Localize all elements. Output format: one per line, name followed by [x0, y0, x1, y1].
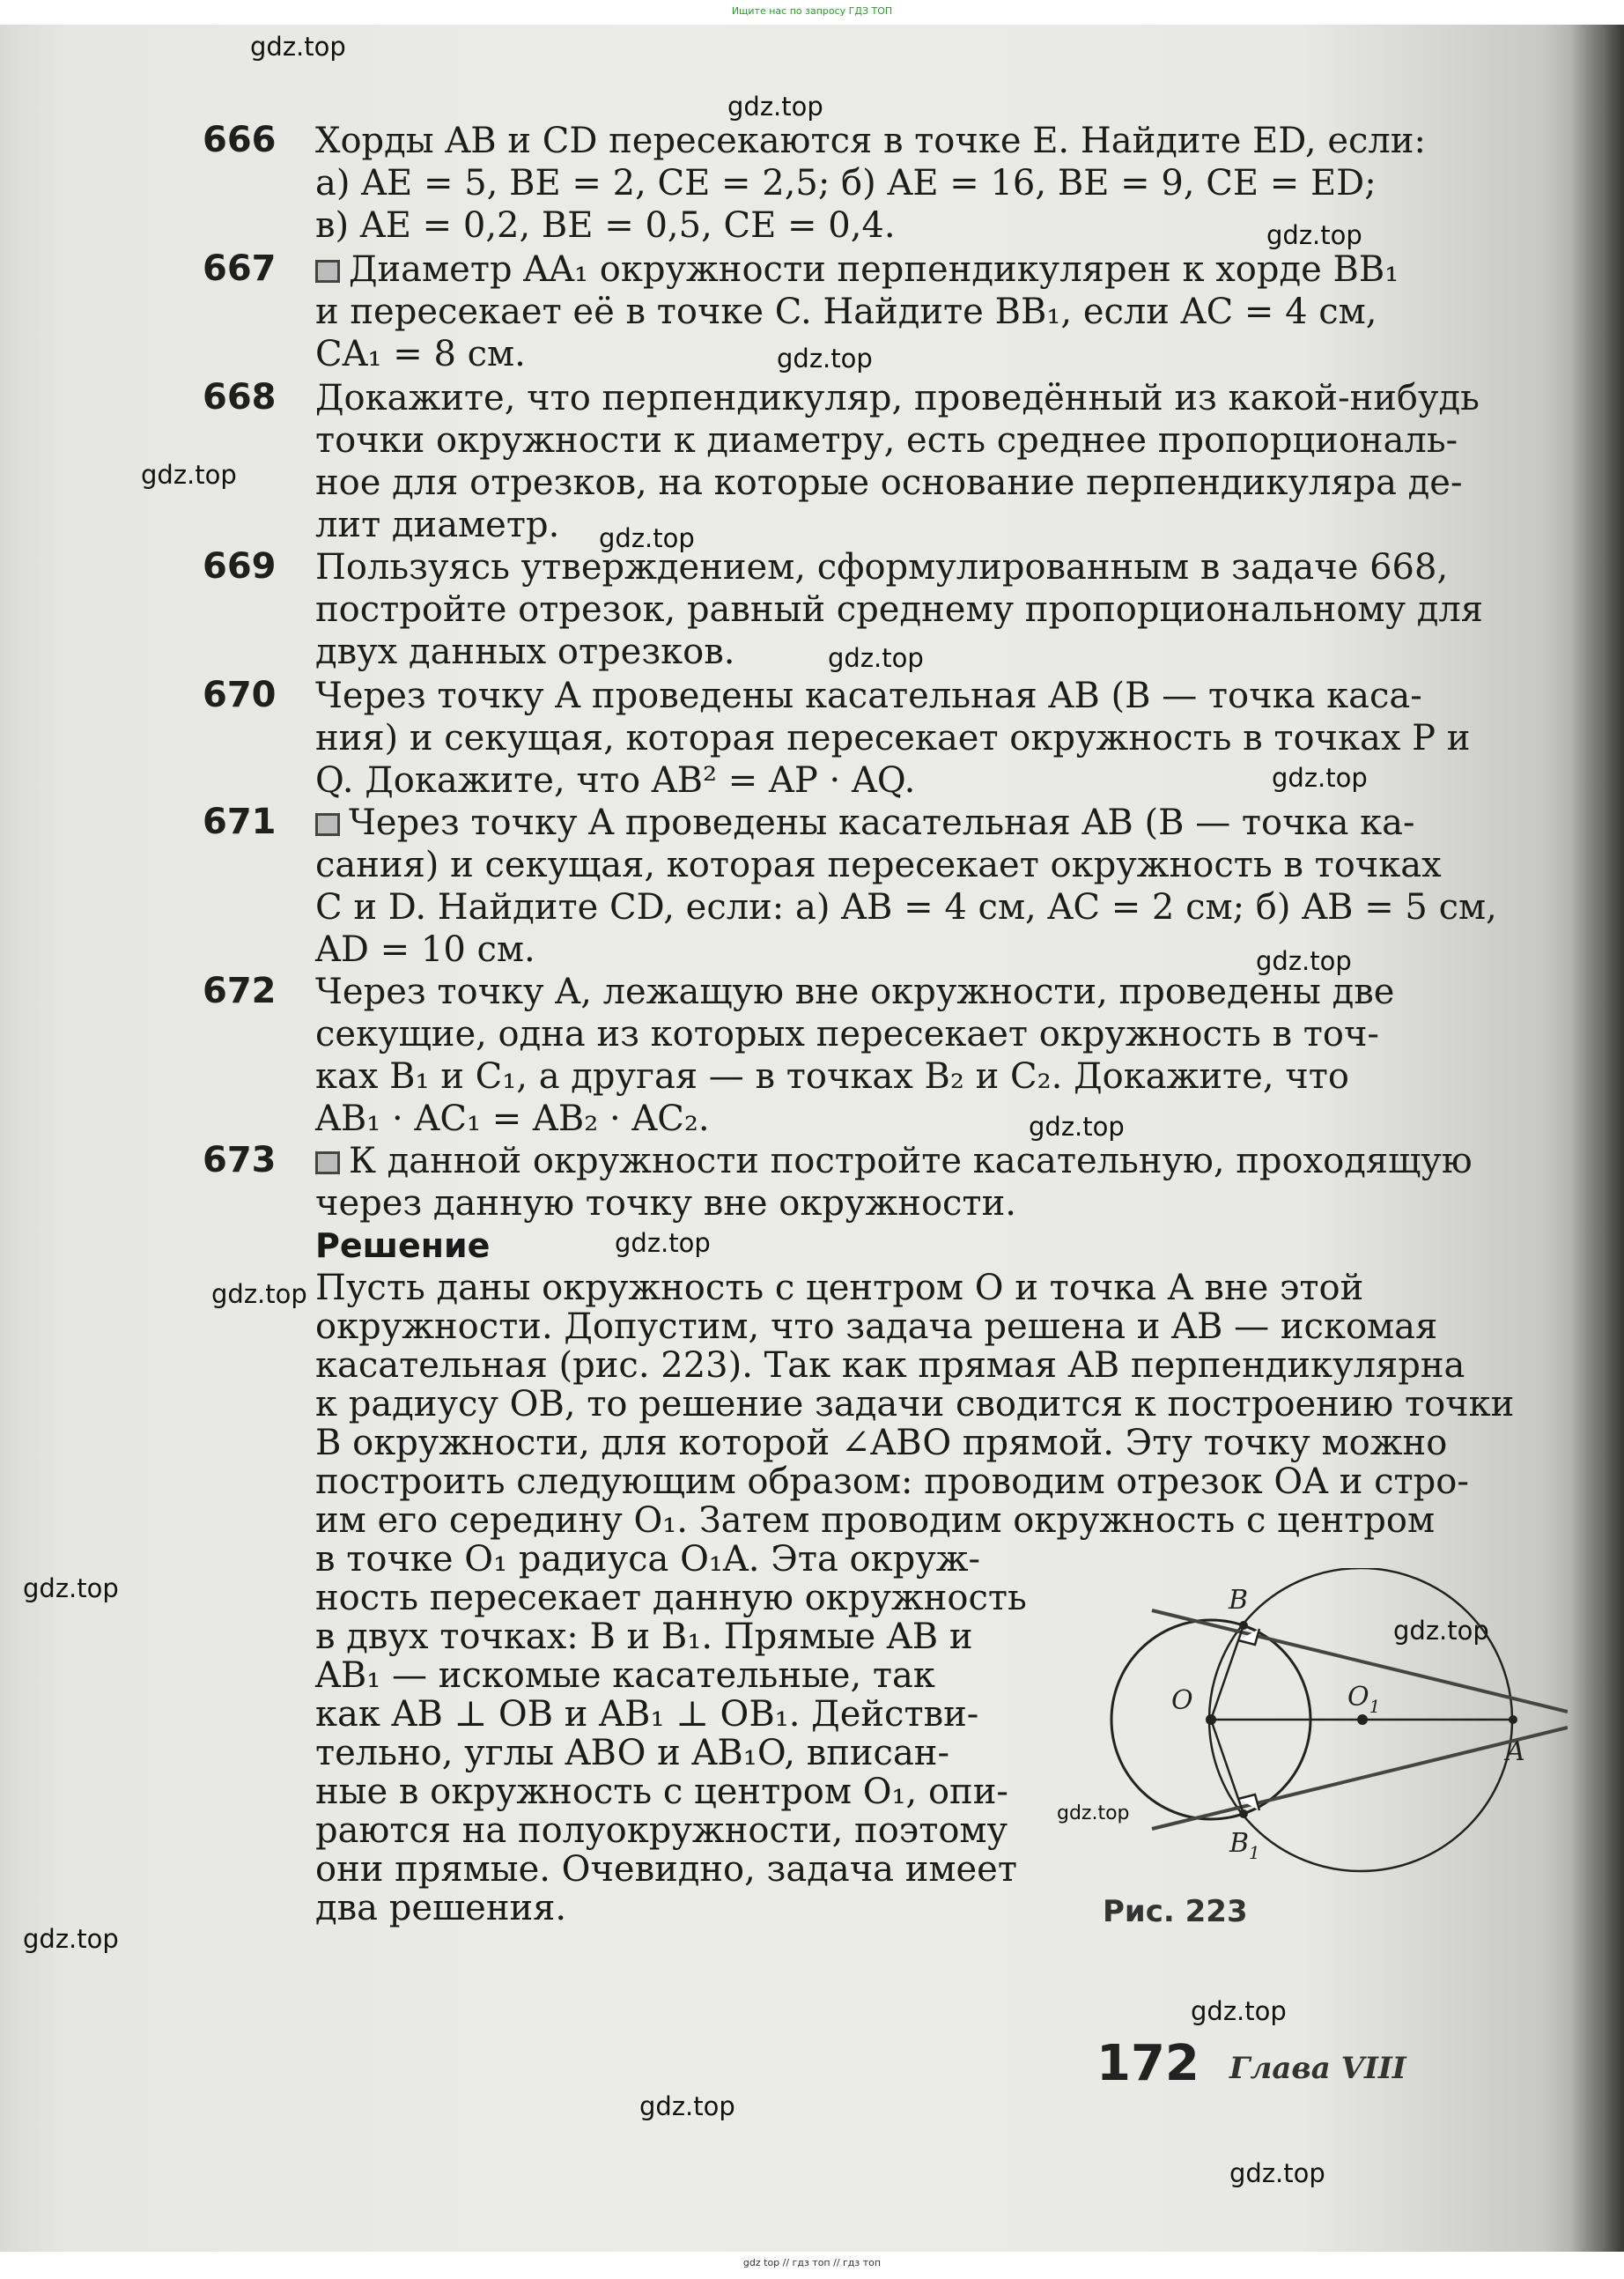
- text-line: два решения.: [315, 1888, 567, 1928]
- text-line: ные в окружность с центром O₁, опи-: [315, 1772, 1008, 1812]
- solution-text: [315, 1269, 1566, 1540]
- text-line: ках B₁ и C₁, а другая — в точках B₂ и C₂. Докажите, что: [315, 1056, 1349, 1097]
- point-B: [1239, 1621, 1248, 1630]
- text-line: в) AE = 0,2, BE = 0,5, CE = 0,4.: [315, 205, 896, 246]
- text-line: как AB ⊥ OB и AB₁ ⊥ OB₁. Действи-: [315, 1694, 979, 1735]
- text-line: Через точку A проведены касательная AB (B — точка каса-: [315, 676, 1422, 716]
- problem-number: 669: [203, 546, 277, 587]
- problem-text: [315, 546, 1566, 673]
- text-line: Докажите, что перпендикуляр, проведённый из какой-нибудь: [315, 378, 1480, 418]
- chapter-title: Глава VIII: [1229, 2051, 1406, 2086]
- text-line: AB₁ — искомые касательные, так: [315, 1655, 935, 1696]
- watermark: gdz.top: [1272, 763, 1368, 793]
- text-line: Пользуясь утверждением, сформулированным в задаче 668,: [315, 547, 1449, 588]
- watermark: gdz.top: [1057, 1802, 1130, 1824]
- text-line: B окружности, для которой ∠ABO прямой. Эту точку можно: [315, 1423, 1448, 1463]
- text-line: через данную точку вне окружности.: [315, 1183, 1016, 1224]
- text-line: им его середину O₁. Затем проводим окружность с центром: [315, 1500, 1436, 1541]
- watermark: gdz.top: [1229, 2158, 1325, 2188]
- text-line: Через точку A проведены касательная AB (B — точка ка-: [349, 803, 1415, 843]
- text-line: и пересекает её в точке C. Найдите BB₁, если AC = 4 см,: [315, 292, 1377, 332]
- text-line: а) AE = 5, BE = 2, CE = 2,5; б) AE = 16, BE = 9, CE = ED;: [315, 163, 1377, 203]
- text-line: точки окружности к диаметру, есть среднее пропорциональ-: [315, 420, 1458, 461]
- problem-text: [315, 120, 1566, 247]
- problem-text: [315, 1140, 1566, 1225]
- problem-number: 666: [203, 120, 277, 160]
- footer-note: gdz top // гдз топ // гдз топ: [742, 2257, 882, 2268]
- label-O1-main: O: [1347, 1682, 1369, 1713]
- problem-number: 673: [203, 1140, 277, 1180]
- problem-text: [315, 802, 1566, 971]
- label-O1: [1347, 1682, 1380, 1717]
- label-B1-sub: 1: [1249, 1842, 1260, 1863]
- text-line: сания) и секущая, которая пересекает окружность в точках: [315, 845, 1442, 885]
- text-line: ния) и секущая, которая пересекает окружность в точках P и: [315, 718, 1471, 758]
- label-B1-main: B: [1229, 1828, 1250, 1859]
- watermark: gdz.top: [777, 344, 873, 374]
- problem-text: [315, 675, 1566, 802]
- problem-text: [315, 971, 1566, 1140]
- watermark: gdz.top: [23, 1924, 119, 1954]
- watermark: gdz.top: [1191, 1996, 1287, 2026]
- text-line: тельно, углы ABO и AB₁O, вписан-: [315, 1733, 949, 1773]
- text-line: лит диаметр.: [315, 505, 560, 545]
- point-O1: [1357, 1714, 1368, 1725]
- watermark: gdz.top: [1393, 1616, 1489, 1646]
- watermark: gdz.top: [615, 1228, 711, 1258]
- text-line: в двух точках: B и B₁. Прямые AB и: [315, 1617, 973, 1657]
- text-line: Хорды AB и CD пересекаются в точке E. Найдите ED, если:: [315, 121, 1426, 161]
- text-line: раются на полуокружности, поэтому: [315, 1810, 1008, 1851]
- solution-text-narrow: [315, 1540, 1064, 1928]
- text-line: в точке O₁ радиуса O₁A. Эта окруж-: [315, 1539, 981, 1580]
- text-line: Диаметр AA₁ окружности перпендикулярен к хорде BB₁: [349, 249, 1399, 290]
- problem-text: [315, 248, 1566, 375]
- text-line: касательная (рис. 223). Так как прямая AB перпендикулярна: [315, 1345, 1465, 1386]
- text-line: Q. Докажите, что AB² = AP · AQ.: [315, 760, 916, 801]
- text-line: CA₁ = 8 см.: [315, 334, 526, 374]
- watermark: gdz.top: [639, 2091, 735, 2121]
- watermark: gdz.top: [1266, 220, 1362, 250]
- text-line: C и D. Найдите CD, если: а) AB = 4 см, AC = 2 см; б) AB = 5 см,: [315, 887, 1497, 928]
- problem-number: 667: [203, 248, 277, 289]
- text-line: двух данных отрезков.: [315, 632, 735, 672]
- problem-text: [315, 377, 1566, 546]
- problem-number: 668: [203, 377, 277, 418]
- point-A: [1509, 1715, 1517, 1724]
- solution-heading: Решение: [315, 1226, 491, 1265]
- watermark: gdz.top: [250, 32, 346, 62]
- text-line: окружности. Допустим, что задача решена и AB — искомая: [315, 1306, 1438, 1347]
- binding-shadow: [1571, 0, 1624, 2279]
- figure-223: [1092, 1568, 1568, 1894]
- watermark: gdz.top: [828, 643, 924, 673]
- difficulty-marker-icon: [315, 260, 340, 283]
- watermark: gdz.top: [1256, 946, 1352, 976]
- watermark: gdz.top: [599, 523, 695, 553]
- text-line: ность пересекает данную окружность: [315, 1578, 1027, 1618]
- text-line: построить следующим образом: проводим отрезок OA и стро-: [315, 1461, 1469, 1502]
- problem-number: 672: [203, 971, 277, 1011]
- figure-caption: Рис. 223: [1103, 1894, 1248, 1929]
- text-line: к радиусу OB, то решение задачи сводится к построению точки: [315, 1384, 1515, 1424]
- watermark: gdz.top: [23, 1573, 119, 1603]
- page-number: 172: [1096, 2035, 1200, 2092]
- point-B1: [1239, 1809, 1248, 1818]
- point-O: [1206, 1714, 1216, 1725]
- text-line: постройте отрезок, равный среднему пропорциональному для: [315, 589, 1484, 630]
- text-line: К данной окружности постройте касательную, проходящую: [349, 1141, 1473, 1181]
- label-O: O: [1171, 1685, 1193, 1716]
- text-line: секущие, одна из которых пересекает окружность в точ-: [315, 1014, 1379, 1054]
- label-O1-sub: 1: [1369, 1696, 1381, 1717]
- watermark: gdz.top: [727, 92, 823, 122]
- text-line: AB₁ · AC₁ = AB₂ · AC₂.: [315, 1099, 710, 1139]
- problem-number: 670: [203, 675, 277, 715]
- label-B1: [1229, 1828, 1260, 1863]
- text-line: ное для отрезков, на которые основание перпендикуляра де-: [315, 462, 1463, 503]
- problem-number: 671: [203, 802, 277, 842]
- label-A: A: [1506, 1736, 1525, 1767]
- difficulty-marker-icon: [315, 1151, 340, 1174]
- difficulty-marker-icon: [315, 813, 340, 836]
- text-line: Пусть даны окружность с центром O и точка A вне этой: [315, 1268, 1364, 1308]
- watermark: gdz.top: [211, 1279, 307, 1309]
- text-line: они прямые. Очевидно, задача имеет: [315, 1849, 1017, 1890]
- header-note: Ищите нас по запросу ГДЗ ТОП: [731, 5, 893, 17]
- watermark: gdz.top: [141, 460, 237, 490]
- text-line: Через точку A, лежащую вне окружности, проведены две: [315, 972, 1395, 1012]
- watermark: gdz.top: [1029, 1112, 1125, 1142]
- label-B: B: [1229, 1585, 1249, 1616]
- text-line: AD = 10 см.: [315, 929, 535, 970]
